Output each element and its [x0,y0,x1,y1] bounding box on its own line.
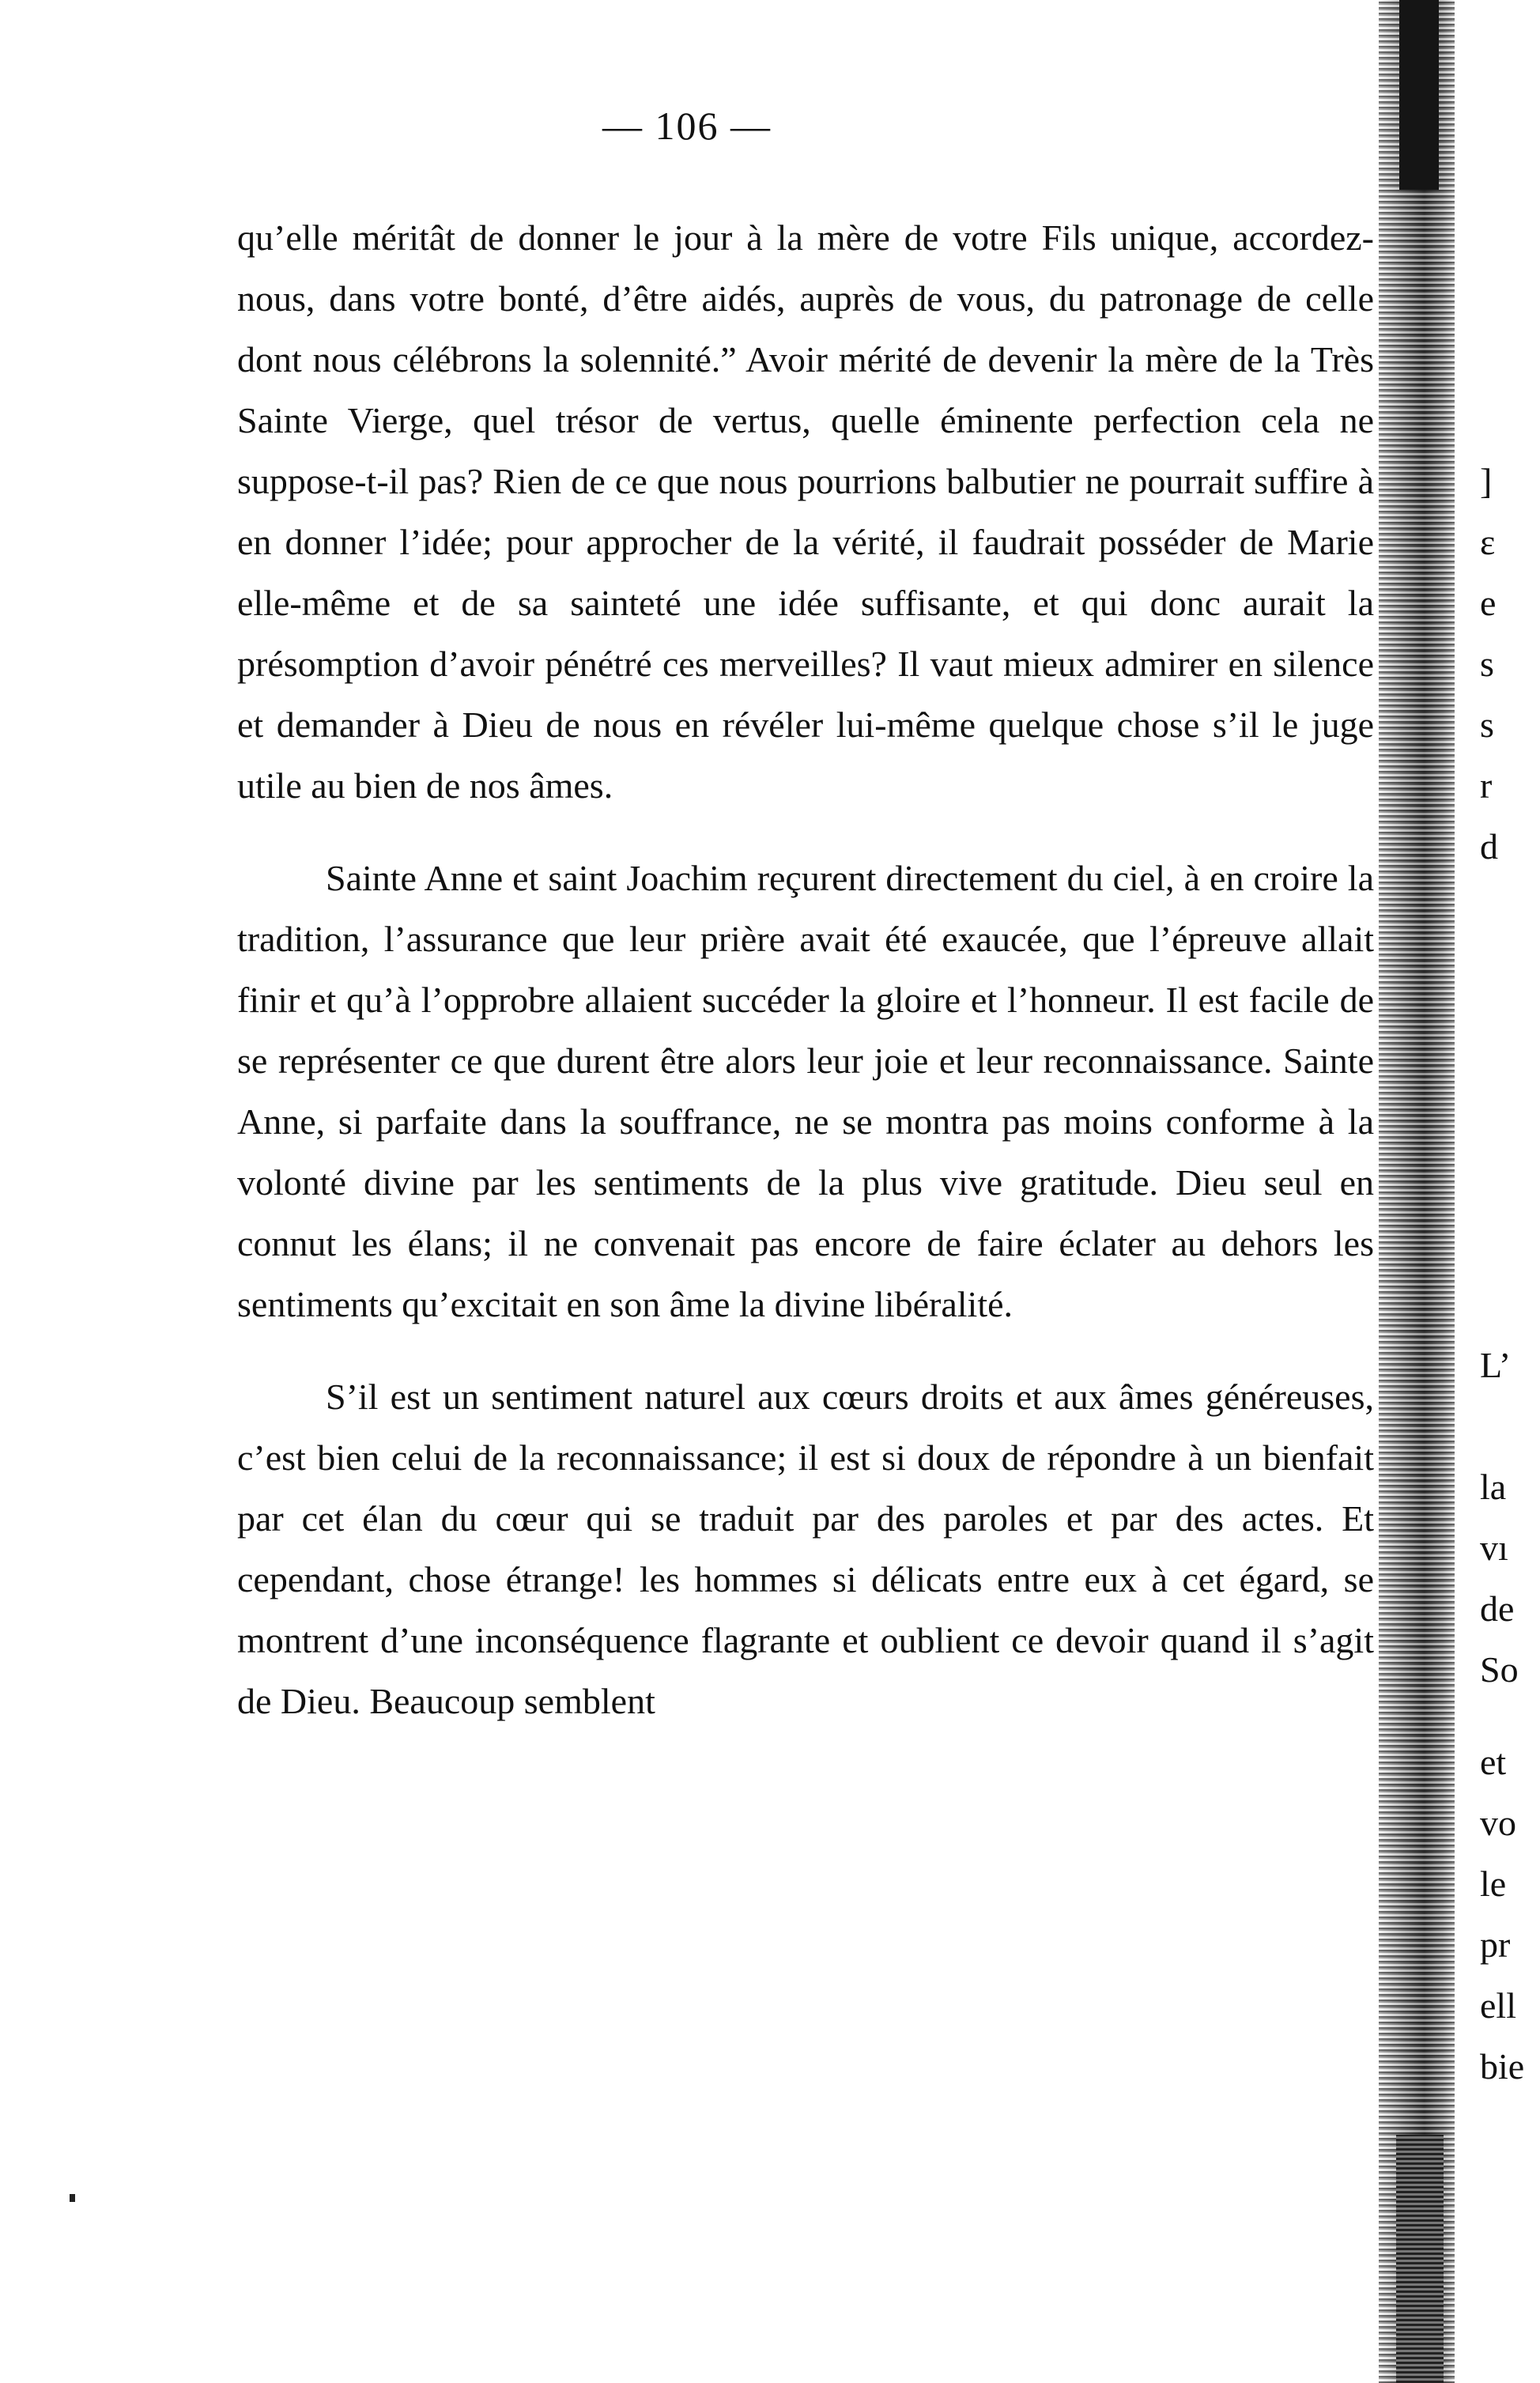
fragment-line: bie [1480,2046,1525,2087]
fragment-line [1480,329,1540,390]
fragment-line: d [1480,826,1498,867]
main-text [237,207,1374,1732]
fragment-line [1480,1395,1540,1456]
fragment-line [1480,938,1540,999]
book-gutter-shadow [1379,0,1455,2383]
page-number: — 106 — [602,104,772,148]
fragment-line [1480,390,1540,451]
fragment-line: ] [1480,461,1493,501]
fragment-line: s [1480,644,1494,684]
fragment-line: pr [1480,1924,1511,1965]
fragment-gap [1480,999,1540,1030]
fragment-line: de [1480,1588,1515,1629]
paragraph-continued: qu’elle méritât de donner le jour à la mère de votre Fils unique, accordez-nous, dans votre bonté, d’être aidés, auprès de vous, du patronage de celle dont nous célébrons la solennité.” Avoir mérité de devenir la mère de la Très Sainte Vierge, quel trésor de vertus, quelle éminente perfection cela ne suppose-t-il pas? Rien de ce que nous pourrions balbutier ne pourrait suffire à en donner l’idée; pour approcher de la vérité, il faudrait posséder de Marie elle-même et de sa sainteté une idée suffisante, et qui donc aurait la présomption d’avoir pénétré ces merveilles? Il vaut mieux admirer en silence et demander à Dieu de nous en révéler lui-même quelque chose s’il le juge utile au bien de nos âmes. [237,217,1374,806]
gutter-dark-band-bottom [1396,2135,1444,2383]
fragment-line: vo [1480,1803,1516,1843]
fragment-line: et [1480,1742,1507,1782]
fragment-line [1480,268,1540,329]
fragment-line: r [1480,765,1493,806]
fragment-gap [1480,1700,1540,1732]
fragment-line: le [1480,1864,1507,1904]
fragment-line: ell [1480,1985,1516,2026]
paragraph-reconnaissance: S’il est un sentiment naturel aux cœurs droits et aux âmes généreuses, c’est bien celui de la reconnaissance; il est si doux de répondre à un bienfait par cet élan du cœur qui se traduit par des paroles et par des actes. Et cependant, chose étrange! les hommes si délicats entre eux à cet égard, se montrent d’une inconséquence flagrante et oublient ce devoir quand il s’agit de Dieu. Beaucoup semblent [237,1377,1374,1721]
fragment-line [1480,1030,1540,1091]
fragment-line [1480,1152,1540,1213]
fragment-line [1480,1274,1540,1335]
gutter-dark-band-top [1399,0,1439,190]
fragment-line [1480,207,1540,268]
fragment-line [1480,1213,1540,1274]
fragment-line: So [1480,1649,1519,1690]
ink-speck [70,2194,75,2202]
facing-page-fragments [1480,207,1540,2097]
fragment-line [1480,877,1540,938]
fragment-line: L’ [1480,1345,1512,1385]
fragment-line [1480,1091,1540,1152]
fragment-line: s [1480,704,1494,745]
fragment-line: vı [1480,1528,1508,1568]
fragment-line: la [1480,1467,1507,1507]
fragment-line: e [1480,583,1497,623]
fragment-line: ε [1480,522,1496,562]
paragraph-sainte-anne: Sainte Anne et saint Joachim reçurent directement du ciel, à en croire la tradition, l’assurance que leur prière avait été exaucée, que l’épreuve allait finir et qu’à l’opprobre allaient succéder la gloire et l’honneur. Il est facile de se représenter ce que durent être alors leur joie et leur reconnaissance. Sainte Anne, si parfaite dans la souffrance, ne se montra pas moins conforme à la volonté divine par les sentiments de la plus vive gratitude. Dieu seul en connut les élans; il ne convenait pas encore de faire éclater au dehors les sentiments qu’excitait en son âme la divine libéralité. [237,858,1374,1324]
